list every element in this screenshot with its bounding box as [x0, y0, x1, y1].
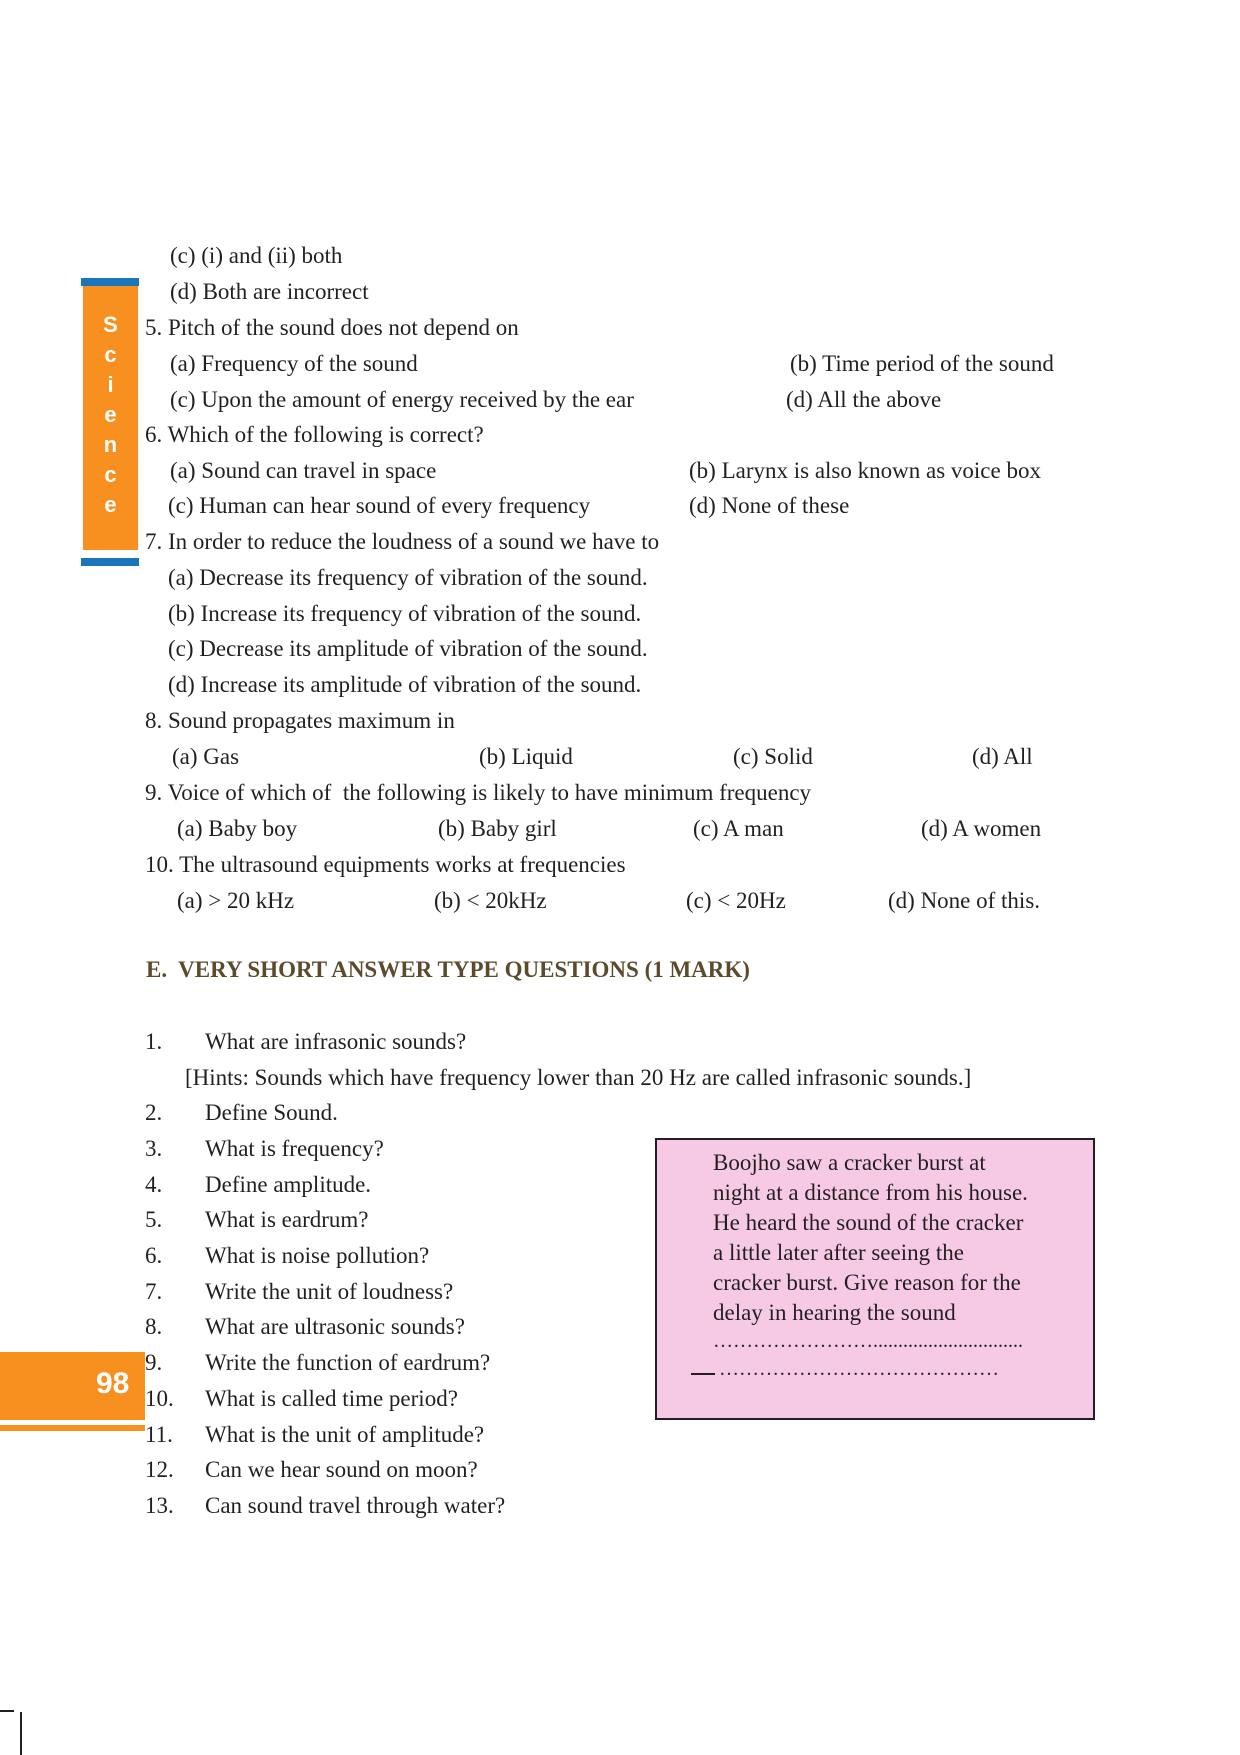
vsa-num: 5. [145, 1207, 163, 1232]
vsa-num: 11. [145, 1422, 173, 1447]
q6-option-a: (a) Sound can travel in space [170, 458, 437, 483]
side-tab-bottom-bar [81, 558, 139, 566]
side-letter: c [104, 462, 117, 487]
q9-option-b: (b) Baby girl [438, 816, 557, 841]
vsa-question: What is frequency? [205, 1136, 384, 1161]
q7-option-d: (d) Increase its amplitude of vibration of the sound. [168, 672, 642, 697]
boojho-box-text [713, 1148, 1093, 1328]
q8-option-d: (d) All [972, 744, 1033, 769]
question-6: 6. Which of the following is correct? [145, 422, 484, 447]
side-tab-top-bar [81, 278, 139, 286]
page-number: 98 [96, 1367, 130, 1400]
vsa-num: 9. [145, 1350, 163, 1375]
q8-option-a: (a) Gas [172, 744, 240, 769]
q5-option-a: (a) Frequency of the sound [170, 351, 418, 376]
vsa-question: What is noise pollution? [205, 1243, 430, 1268]
section-e-heading: E. VERY SHORT ANSWER TYPE QUESTIONS (1 MARK) [146, 957, 750, 982]
answer-dotted-line: …………………….............................. [713, 1330, 1023, 1352]
q8-option-b: (b) Liquid [479, 744, 573, 769]
side-letter: e [104, 402, 117, 427]
vsa-question: What is eardrum? [205, 1207, 369, 1232]
vsa-question: Write the function of eardrum? [205, 1350, 491, 1375]
vsa-question: What are ultrasonic sounds? [205, 1314, 465, 1339]
q9-option-a: (a) Baby boy [177, 816, 298, 841]
q7-option-a: (a) Decrease its frequency of vibration of the sound. [168, 565, 648, 590]
vsa-num: 12. [145, 1457, 174, 1482]
q5-option-b: (b) Time period of the sound [790, 351, 1054, 376]
crop-mark [20, 1712, 22, 1755]
vsa-num: 4. [145, 1172, 163, 1197]
vsa-question: Define Sound. [205, 1100, 338, 1125]
vsa-question: What is the unit of amplitude? [205, 1422, 485, 1447]
q9-option-c: (c) A man [693, 816, 784, 841]
question-5: 5. Pitch of the sound does not depend on [145, 315, 519, 340]
q6-option-b: (b) Larynx is also known as voice box [689, 458, 1041, 483]
vsa-num: 13. [145, 1493, 174, 1518]
answer-dash [691, 1373, 715, 1375]
vsa-hint: [Hints: Sounds which have frequency lower than 20 Hz are called infrasonic sounds.] [185, 1065, 972, 1090]
side-letter: e [104, 492, 117, 517]
question-7: 7. In order to reduce the loudness of a sound we have to [145, 529, 660, 554]
q9-option-d: (d) A women [921, 816, 1042, 841]
question-8: 8. Sound propagates maximum in [145, 708, 455, 733]
vsa-num: 8. [145, 1314, 163, 1339]
vsa-question: Can sound travel through water? [205, 1493, 506, 1518]
crop-mark [0, 1710, 14, 1712]
q10-option-d: (d) None of this. [888, 888, 1041, 913]
boojho-line: night at a distance from his house. [713, 1180, 1028, 1205]
side-letter: i [107, 372, 114, 397]
q10-option-b: (b) < 20kHz [434, 888, 547, 913]
q6-option-c: (c) Human can hear sound of every frequency [168, 493, 591, 518]
q4-option-c: (c) (i) and (ii) both [170, 243, 343, 268]
vsa-num: 3. [145, 1136, 163, 1161]
q8-option-c: (c) Solid [733, 744, 813, 769]
boojho-line: He heard the sound of the cracker [713, 1210, 1024, 1235]
boojho-line: a little later after seeing the [713, 1240, 964, 1265]
vsa-num: 2. [145, 1100, 163, 1125]
vsa-question: Define amplitude. [205, 1172, 372, 1197]
q5-option-c: (c) Upon the amount of energy received by the ear [170, 387, 634, 412]
q6-option-d: (d) None of these [689, 493, 850, 518]
side-letter: n [103, 432, 118, 457]
question-9: 9. Voice of which of the following is likely to have minimum frequency [145, 780, 812, 805]
vsa-question: What are infrasonic sounds? [205, 1029, 467, 1054]
q5-option-d: (d) All the above [786, 387, 942, 412]
page-number-tab-line [0, 1425, 145, 1431]
side-letter: S [103, 312, 118, 337]
vsa-num: 7. [145, 1279, 163, 1304]
side-letter: c [104, 342, 117, 367]
vsa-question: What is called time period? [205, 1386, 458, 1411]
answer-dotted-line: …………………………………… [719, 1358, 999, 1380]
boojho-line: delay in hearing the sound [713, 1300, 956, 1325]
boojho-line: Boojho saw a cracker burst at [713, 1150, 986, 1175]
q10-option-a: (a) > 20 kHz [177, 888, 295, 913]
q7-option-b: (b) Increase its frequency of vibration of the sound. [168, 601, 642, 626]
vsa-num: 6. [145, 1243, 163, 1268]
side-tab-label [83, 310, 138, 520]
vsa-question: Write the unit of loudness? [205, 1279, 454, 1304]
question-10: 10. The ultrasound equipments works at frequencies [145, 852, 626, 877]
q4-option-d: (d) Both are incorrect [170, 279, 369, 304]
vsa-question: Can we hear sound on moon? [205, 1457, 478, 1482]
q7-option-c: (c) Decrease its amplitude of vibration of the sound. [168, 636, 648, 661]
boojho-question-box [655, 1138, 1095, 1420]
vsa-num: 10. [145, 1386, 174, 1411]
boojho-line: cracker burst. Give reason for the [713, 1270, 1021, 1295]
q10-option-c: (c) < 20Hz [686, 888, 786, 913]
vsa-num: 1. [145, 1029, 163, 1054]
